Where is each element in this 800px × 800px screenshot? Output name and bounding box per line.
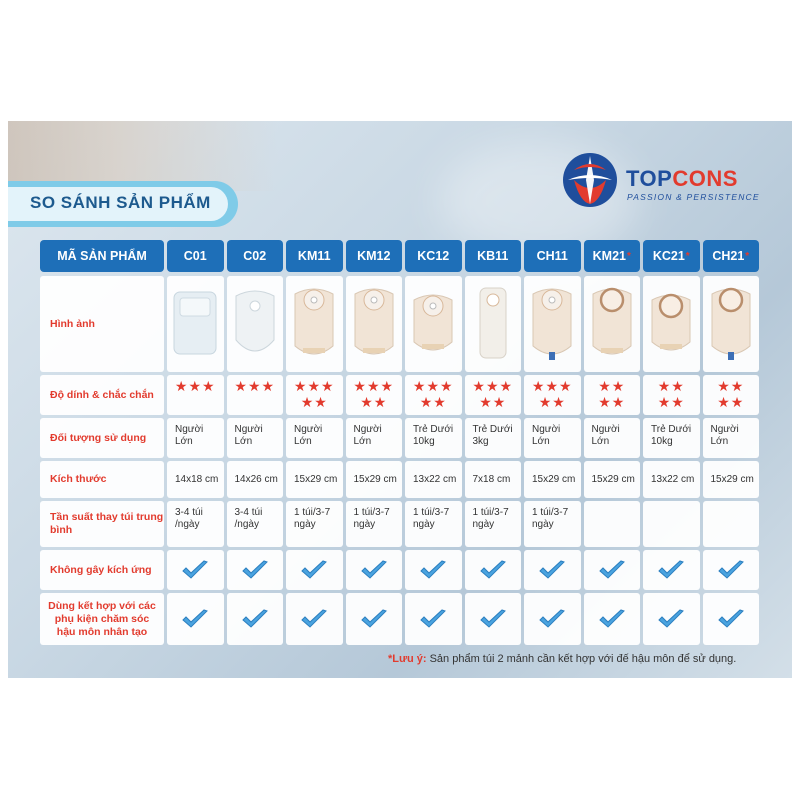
two-piece-marker: * — [685, 250, 690, 262]
cell-image-kc21 — [643, 276, 700, 372]
star-rating-top: ★★★ — [472, 378, 514, 394]
row-label-image: Hình ảnh — [40, 276, 164, 372]
check-icon — [598, 559, 626, 586]
cell-user-kc12 — [405, 418, 462, 458]
cell-freq-km11 — [286, 501, 343, 547]
cell-size-km11 — [286, 461, 343, 498]
row-label-adhesion: Độ dính & chắc chắn — [40, 375, 164, 415]
product-image — [706, 284, 756, 369]
comparison-table — [40, 240, 766, 645]
cell-size-c01 — [167, 461, 224, 498]
cell-irritation-kb11 — [465, 550, 522, 590]
two-piece-marker: * — [626, 250, 631, 262]
check-icon — [241, 559, 269, 586]
star-rating-bottom: ★★ — [717, 394, 745, 410]
star-rating-bottom: ★★ — [419, 394, 447, 410]
cell-image-kc12 — [405, 276, 462, 372]
user-group: Người Lớn — [294, 424, 323, 447]
row-label-freq: Tần suất thay túi trung bình — [40, 501, 164, 547]
brand-logo — [560, 150, 765, 210]
cell-freq-c01 — [167, 501, 224, 547]
brand-tagline: PASSION & PERSISTENCE — [627, 192, 760, 202]
star-rating-bottom: ★★ — [360, 394, 388, 410]
product-size: 15x29 cm — [710, 474, 754, 485]
header-km12 — [346, 240, 403, 272]
cell-accessories-km12 — [346, 593, 403, 645]
product-code: CH11 — [536, 249, 568, 263]
header-c01 — [167, 240, 224, 272]
star-rating-bottom: ★★ — [657, 394, 685, 410]
cell-accessories-c01 — [167, 593, 224, 645]
user-group: Người Lớn — [591, 424, 620, 447]
star-rating-top: ★★ — [657, 378, 685, 394]
cell-size-kc21 — [643, 461, 700, 498]
check-icon — [717, 608, 745, 635]
cell-adhesion-c01 — [167, 375, 224, 415]
cell-adhesion-c02 — [227, 375, 284, 415]
cell-adhesion-kb11 — [465, 375, 522, 415]
star-rating-top: ★★ — [598, 378, 626, 394]
cell-user-km11 — [286, 418, 343, 458]
header-c02 — [227, 240, 284, 272]
product-size: 15x29 cm — [353, 474, 397, 485]
check-icon — [479, 608, 507, 635]
cell-image-c02 — [227, 276, 284, 372]
change-frequency: 1 túi/3-7 ngày — [353, 507, 390, 530]
row-label-user: Đối tượng sử dụng — [40, 418, 164, 458]
header-kb11 — [465, 240, 522, 272]
cell-size-kc12 — [405, 461, 462, 498]
two-piece-marker: * — [745, 250, 750, 262]
product-code: KM21 — [592, 249, 626, 263]
check-icon — [717, 559, 745, 586]
check-icon — [657, 608, 685, 635]
star-rating-top: ★★★ — [234, 378, 276, 394]
star-rating-bottom: ★★ — [479, 394, 507, 410]
row-label-accessories: Dùng kết hợp với các phụ kiện chăm sóc hậu môn nhân tạo — [40, 593, 164, 645]
user-group: Người Lớn — [353, 424, 382, 447]
product-size: 15x29 cm — [591, 474, 635, 485]
product-code: KC21 — [652, 249, 685, 263]
cell-size-ch11 — [524, 461, 581, 498]
cell-image-c01 — [167, 276, 224, 372]
cell-freq-ch21 — [703, 501, 760, 547]
check-icon — [300, 559, 328, 586]
check-icon — [300, 608, 328, 635]
cell-freq-km21 — [584, 501, 641, 547]
star-rating-top: ★★★ — [531, 378, 573, 394]
header-km11 — [286, 240, 343, 272]
product-code: KC12 — [417, 249, 450, 263]
cell-adhesion-km12 — [346, 375, 403, 415]
cell-freq-kc21 — [643, 501, 700, 547]
header-ch21 — [703, 240, 760, 272]
change-frequency: 3-4 túi /ngày — [175, 507, 203, 530]
product-size: 7x18 cm — [472, 474, 511, 485]
star-rating-top: ★★★ — [353, 378, 395, 394]
cell-irritation-km12 — [346, 550, 403, 590]
cell-user-ch11 — [524, 418, 581, 458]
cell-user-c02 — [227, 418, 284, 458]
check-icon — [181, 608, 209, 635]
cell-irritation-kc21 — [643, 550, 700, 590]
star-rating-top: ★★ — [717, 378, 745, 394]
cell-irritation-km21 — [584, 550, 641, 590]
footnote: *Lưu ý: Sản phẩm túi 2 mảnh cần kết hợp với đế hậu môn để sử dụng. — [388, 653, 737, 665]
cell-user-km21 — [584, 418, 641, 458]
user-group: Trẻ Dưới 10kg — [413, 424, 454, 447]
product-image — [170, 284, 220, 369]
product-code: CH21 — [712, 249, 745, 263]
cell-accessories-ch11 — [524, 593, 581, 645]
header-kc21 — [643, 240, 700, 272]
user-group: Người Lớn — [175, 424, 204, 447]
product-size: 14x26 cm — [234, 474, 278, 485]
product-code: KB11 — [477, 249, 509, 263]
check-icon — [419, 608, 447, 635]
product-image — [349, 284, 399, 369]
product-image — [587, 284, 637, 369]
cell-accessories-c02 — [227, 593, 284, 645]
cell-size-c02 — [227, 461, 284, 498]
cell-adhesion-ch21 — [703, 375, 760, 415]
cell-size-ch21 — [703, 461, 760, 498]
cell-accessories-kc21 — [643, 593, 700, 645]
user-group: Người Lớn — [710, 424, 739, 447]
product-image — [289, 284, 339, 369]
cell-freq-km12 — [346, 501, 403, 547]
brand-name: TOPCONS — [626, 166, 738, 191]
header-kc12 — [405, 240, 462, 272]
cell-size-kb11 — [465, 461, 522, 498]
user-group: Người Lớn — [234, 424, 263, 447]
cell-image-km12 — [346, 276, 403, 372]
cell-irritation-kc12 — [405, 550, 462, 590]
product-image — [527, 284, 577, 369]
product-image — [468, 284, 518, 369]
cell-irritation-km11 — [286, 550, 343, 590]
change-frequency: 1 túi/3-7 ngày — [413, 507, 450, 530]
check-icon — [598, 608, 626, 635]
change-frequency: 3-4 túi /ngày — [234, 507, 263, 530]
header-ch11 — [524, 240, 581, 272]
cell-accessories-kb11 — [465, 593, 522, 645]
cell-user-km12 — [346, 418, 403, 458]
cell-accessories-km21 — [584, 593, 641, 645]
cell-accessories-km11 — [286, 593, 343, 645]
cell-accessories-ch21 — [703, 593, 760, 645]
topcons-logo-icon — [560, 150, 620, 210]
cell-user-c01 — [167, 418, 224, 458]
cell-image-ch21 — [703, 276, 760, 372]
product-size: 14x18 cm — [175, 474, 219, 485]
cell-irritation-c02 — [227, 550, 284, 590]
star-rating-top: ★★★ — [293, 378, 335, 394]
check-icon — [360, 608, 388, 635]
cell-image-kb11 — [465, 276, 522, 372]
star-rating-bottom: ★★ — [598, 394, 626, 410]
row-label-size: Kích thước — [40, 461, 164, 498]
check-icon — [181, 559, 209, 586]
user-group: Trẻ Dưới 10kg — [651, 424, 692, 447]
cell-adhesion-km21 — [584, 375, 641, 415]
cell-adhesion-kc21 — [643, 375, 700, 415]
check-icon — [479, 559, 507, 586]
check-icon — [360, 559, 388, 586]
star-rating-top: ★★★ — [412, 378, 454, 394]
star-rating-bottom: ★★ — [300, 394, 328, 410]
user-group: Trẻ Dưới 3kg — [472, 424, 513, 447]
cell-image-km21 — [584, 276, 641, 372]
row-label-irritation: Không gây kích ứng — [40, 550, 164, 590]
product-image — [408, 284, 458, 369]
cell-freq-kc12 — [405, 501, 462, 547]
change-frequency: 1 túi/3-7 ngày — [532, 507, 569, 530]
star-rating-top: ★★★ — [174, 378, 216, 394]
product-code: C01 — [183, 249, 207, 263]
cell-irritation-ch11 — [524, 550, 581, 590]
cell-freq-kb11 — [465, 501, 522, 547]
star-rating-bottom: ★★ — [538, 394, 566, 410]
cell-adhesion-ch11 — [524, 375, 581, 415]
check-icon — [538, 559, 566, 586]
header-product-code: MÃ SẢN PHẨM — [40, 240, 164, 272]
change-frequency: 1 túi/3-7 ngày — [472, 507, 509, 530]
product-code: KM11 — [297, 249, 331, 263]
check-icon — [241, 608, 269, 635]
cell-adhesion-kc12 — [405, 375, 462, 415]
cell-image-ch11 — [524, 276, 581, 372]
product-size: 13x22 cm — [651, 474, 695, 485]
product-size: 15x29 cm — [532, 474, 576, 485]
cell-user-kb11 — [465, 418, 522, 458]
product-size: 13x22 cm — [413, 474, 457, 485]
cell-size-km12 — [346, 461, 403, 498]
product-image — [230, 284, 280, 369]
check-icon — [419, 559, 447, 586]
cell-irritation-ch21 — [703, 550, 760, 590]
header-km21 — [584, 240, 641, 272]
cell-adhesion-km11 — [286, 375, 343, 415]
product-size: 15x29 cm — [294, 474, 338, 485]
product-code: C02 — [243, 249, 267, 263]
cell-freq-c02 — [227, 501, 284, 547]
cell-image-km11 — [286, 276, 343, 372]
cell-user-kc21 — [643, 418, 700, 458]
cell-accessories-kc12 — [405, 593, 462, 645]
product-code: KM12 — [357, 249, 391, 263]
cell-user-ch21 — [703, 418, 760, 458]
cell-freq-ch11 — [524, 501, 581, 547]
page-title: SO SÁNH SẢN PHẨM — [30, 193, 211, 212]
cell-irritation-c01 — [167, 550, 224, 590]
check-icon — [657, 559, 685, 586]
check-icon — [538, 608, 566, 635]
cell-size-km21 — [584, 461, 641, 498]
user-group: Người Lớn — [532, 424, 561, 447]
change-frequency: 1 túi/3-7 ngày — [294, 507, 331, 530]
product-image — [646, 284, 696, 369]
